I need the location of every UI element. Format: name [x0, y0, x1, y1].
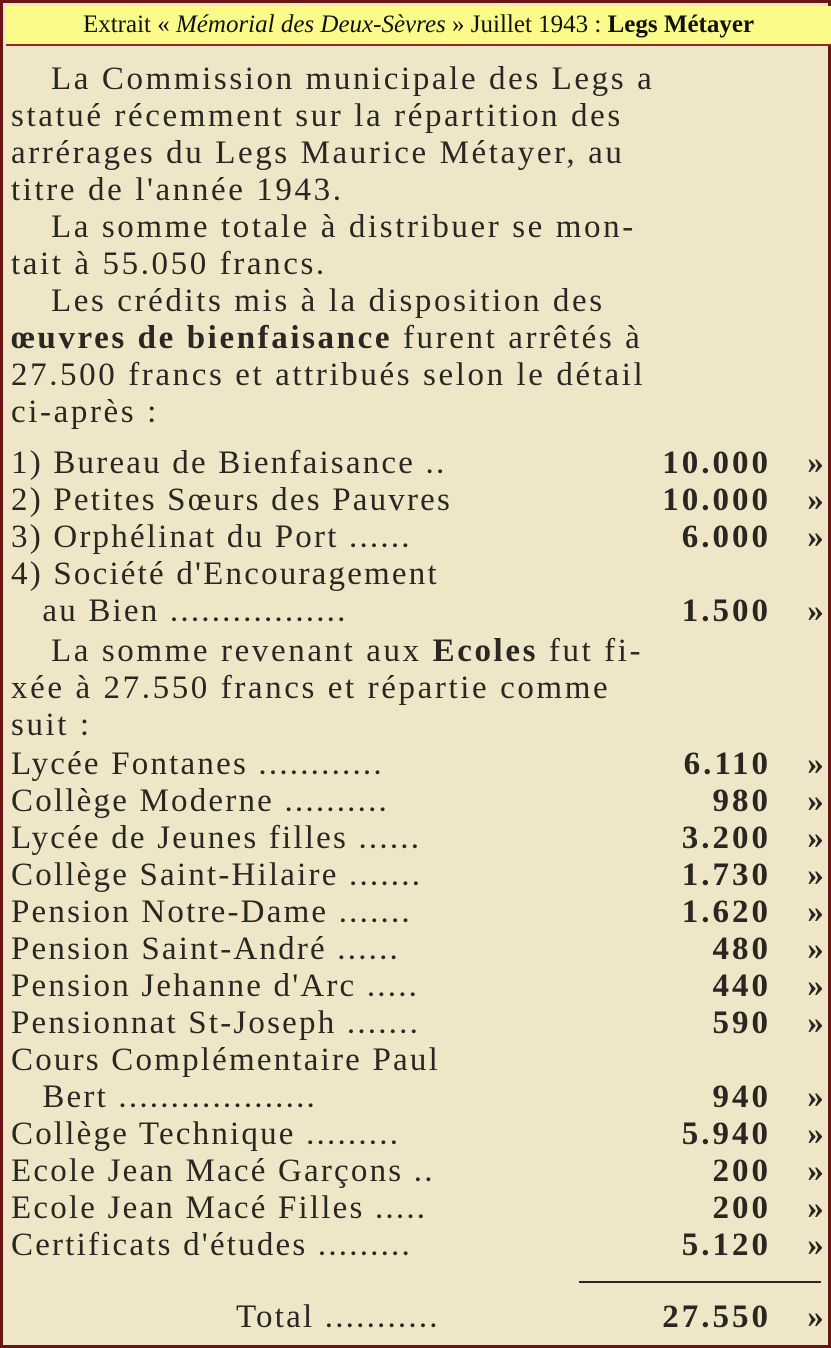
- item-ditto: »: [807, 746, 826, 782]
- total-label: Total ...........: [236, 1299, 440, 1335]
- list-item: [11, 1153, 826, 1190]
- list-item: [11, 556, 826, 593]
- item-amount: 1.730: [681, 857, 771, 893]
- text-line: arrérages du Legs Maurice Métayer, au: [11, 135, 625, 171]
- item-label: Bert ...................: [11, 1079, 317, 1115]
- text-line: xée à 27.550 francs et répartie comme: [11, 670, 611, 706]
- caption-subject: Legs Métayer: [607, 11, 755, 38]
- total-rule: [579, 1281, 821, 1283]
- item-ditto: »: [807, 445, 826, 481]
- item-label: Cours Complémentaire Paul: [11, 1042, 440, 1078]
- text-line: statué récemment sur la répartition des: [11, 98, 623, 134]
- list-item: [11, 968, 826, 1005]
- item-amount: 3.200: [681, 820, 771, 856]
- bold-phrase: œuvres de bienfaisance: [11, 320, 393, 356]
- item-label: 1) Bureau de Bienfaisance ..: [11, 445, 447, 481]
- item-amount: 5.120: [681, 1227, 771, 1263]
- list-item: [11, 1079, 826, 1116]
- text-line: suit :: [11, 707, 92, 743]
- item-amount: 200: [712, 1153, 771, 1189]
- item-label: 2) Petites Sœurs des Pauvres: [11, 482, 453, 518]
- list-item: [11, 593, 826, 630]
- caption-header: [6, 6, 831, 46]
- item-ditto: »: [807, 593, 826, 629]
- item-label: Lycée de Jeunes filles ......: [11, 820, 422, 856]
- text-line: [11, 320, 826, 357]
- item-amount: 1.500: [681, 593, 771, 629]
- item-label: Certificats d'études .........: [11, 1227, 412, 1263]
- item-label: Pension Jehanne d'Arc .....: [11, 968, 420, 1004]
- text-segment: La somme revenant aux: [51, 633, 422, 669]
- item-ditto: »: [807, 820, 826, 856]
- total-row: [11, 1299, 826, 1336]
- item-amount: 5.940: [681, 1116, 771, 1152]
- item-amount: 10.000: [662, 445, 771, 481]
- item-ditto: »: [807, 783, 826, 819]
- item-label: Pension Saint-André ......: [11, 931, 401, 967]
- list-item: [11, 894, 826, 931]
- item-ditto: »: [807, 857, 826, 893]
- list-item: [11, 1116, 826, 1153]
- caption-source: Mémorial des Deux-Sèvres: [175, 11, 446, 38]
- item-label: 3) Orphélinat du Port ......: [11, 519, 412, 555]
- item-ditto: »: [807, 1153, 826, 1189]
- text-line: ci-après :: [11, 394, 159, 430]
- item-label: Ecole Jean Macé Garçons ..: [11, 1153, 435, 1189]
- item-label: au Bien .................: [11, 593, 348, 629]
- item-label: Pension Notre-Dame .......: [11, 894, 412, 930]
- item-amount: 10.000: [662, 482, 771, 518]
- list-item: [11, 1227, 826, 1264]
- item-ditto: »: [807, 1227, 826, 1263]
- list-item: [11, 746, 826, 783]
- item-ditto: »: [807, 1005, 826, 1041]
- text-line: Les crédits mis à la disposition des: [51, 283, 605, 319]
- newspaper-clipping: [11, 49, 826, 1343]
- text-line: [11, 633, 826, 670]
- item-label: Lycée Fontanes ............: [11, 746, 384, 782]
- list-item: [11, 519, 826, 556]
- item-amount: 980: [712, 783, 771, 819]
- item-label: Pensionnat St-Joseph .......: [11, 1005, 421, 1041]
- caption-suffix: » Juillet 1943 :: [452, 11, 602, 38]
- item-label: Collège Saint-Hilaire .......: [11, 857, 423, 893]
- text-segment: furent arrêtés à: [402, 320, 643, 356]
- list-item: [11, 482, 826, 519]
- item-ditto: »: [807, 1116, 826, 1152]
- item-label: Collège Technique .........: [11, 1116, 401, 1152]
- item-label: Ecole Jean Macé Filles .....: [11, 1190, 428, 1226]
- item-ditto: »: [807, 931, 826, 967]
- item-amount: 6.000: [681, 519, 771, 555]
- list-item: [11, 783, 826, 820]
- item-amount: 200: [712, 1190, 771, 1226]
- item-ditto: »: [807, 894, 826, 930]
- item-amount: 440: [712, 968, 771, 1004]
- total-amount: 27.550: [662, 1299, 771, 1335]
- item-ditto: »: [807, 482, 826, 518]
- text-segment: fut fi-: [548, 633, 644, 669]
- item-amount: 6.110: [683, 746, 771, 782]
- item-amount: 1.620: [681, 894, 771, 930]
- list-item: [11, 857, 826, 894]
- list-item: [11, 1005, 826, 1042]
- item-ditto: »: [807, 1079, 826, 1115]
- list-item: [11, 931, 826, 968]
- item-ditto: »: [807, 1190, 826, 1226]
- item-amount: 590: [712, 1005, 771, 1041]
- item-label: 4) Société d'Encouragement: [11, 556, 439, 592]
- item-amount: 480: [712, 931, 771, 967]
- text-line: La somme totale à distribuer se mon-: [51, 209, 636, 245]
- bold-phrase: Ecoles: [432, 633, 539, 669]
- caption-prefix: Extrait «: [82, 11, 170, 38]
- text-line: tait à 55.050 francs.: [11, 246, 327, 282]
- text-line: titre de l'année 1943.: [11, 172, 344, 208]
- item-label: Collège Moderne ..........: [11, 783, 389, 819]
- item-amount: 940: [712, 1079, 771, 1115]
- list-item: [11, 1042, 826, 1079]
- list-item: [11, 1190, 826, 1227]
- text-line: La Commission municipale des Legs a: [51, 61, 655, 97]
- list-item: [11, 445, 826, 482]
- list-item: [11, 820, 826, 857]
- item-ditto: »: [807, 968, 826, 1004]
- total-ditto: »: [807, 1299, 826, 1335]
- text-line: 27.500 francs et attribués selon le détail: [11, 357, 646, 393]
- item-ditto: »: [807, 519, 826, 555]
